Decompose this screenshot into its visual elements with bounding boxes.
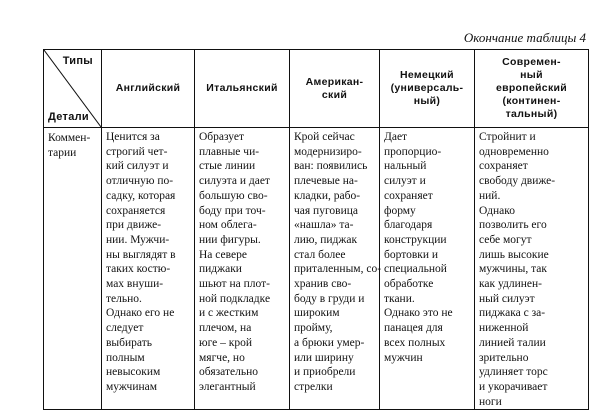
text-line: пиджака с за-	[479, 307, 546, 320]
text-line: обязательно	[199, 366, 258, 379]
text-line: лишь высокие	[479, 248, 549, 261]
text-line: приталенным, со-	[294, 263, 382, 276]
header-row	[44, 50, 589, 128]
text-line: боду при точ-	[199, 204, 266, 217]
text-line: широким	[294, 307, 340, 320]
text-line: плавные чи-	[199, 145, 260, 158]
col-header-german	[380, 50, 475, 128]
text-line: пиджаки	[199, 263, 242, 276]
text-line: Современ-	[502, 56, 561, 68]
text-line: пройму,	[294, 322, 333, 335]
text-line: Однако	[479, 204, 516, 217]
text-line: ский	[321, 88, 348, 101]
text-line: стал более	[294, 248, 346, 261]
text-line: европейский	[495, 82, 568, 94]
row-header-comments	[44, 128, 102, 410]
text-line: Английский	[115, 82, 181, 94]
text-line: ниженной	[479, 322, 529, 335]
text-line: лию, пиджак	[294, 233, 358, 246]
text-line: а брюки умер-	[294, 336, 365, 349]
text-line: полным	[106, 351, 145, 364]
text-line: мужчин	[384, 351, 423, 364]
text-line: Однако его не	[106, 307, 175, 320]
cell-american	[290, 128, 380, 410]
text-line: обработке	[384, 278, 434, 291]
text-line: тельно.	[106, 292, 142, 305]
text-line: конструкции	[384, 233, 447, 246]
text-line: тарии	[48, 146, 77, 159]
text-line: отличную по-	[106, 175, 174, 188]
text-line: силуэт и	[384, 175, 426, 188]
text-line: (континен-	[502, 95, 561, 107]
text-line: строгий чет-	[106, 145, 168, 158]
text-line: тальный)	[505, 108, 558, 120]
text-line: ноги	[479, 395, 502, 408]
comparison-table	[43, 49, 589, 410]
text-line: кладки, рабо-	[294, 189, 361, 202]
text-line: и приобрели	[294, 366, 356, 379]
text-line: Стройнит и	[479, 131, 536, 143]
text-line: Ценится за	[106, 131, 160, 143]
text-line: Образует	[199, 131, 245, 143]
text-line: Однако это не	[384, 307, 453, 320]
text-line: таких костю-	[106, 263, 171, 276]
text-line: модернизиро-	[294, 145, 362, 158]
text-line: зрительно	[479, 351, 529, 364]
text-line: ный силуэт	[479, 292, 535, 305]
text-line: нальный	[384, 160, 427, 173]
corner-details-label: Детали	[48, 111, 89, 123]
text-line: нии фигуры.	[199, 233, 261, 246]
text-line: или ширину	[294, 351, 354, 364]
text-line: Немецкий	[400, 69, 454, 81]
corner-types-label: Типы	[62, 55, 93, 67]
text-line: садку, которая	[106, 189, 176, 202]
text-line: мягче, но	[199, 351, 245, 364]
text-line: себе могут	[479, 233, 532, 246]
text-line: боду в груди и	[294, 292, 365, 305]
text-line: сохраняет	[384, 189, 433, 202]
text-line: нии. Мужчи-	[106, 233, 170, 246]
col-header-american	[290, 50, 380, 128]
text-line: ной подкладке	[199, 292, 271, 305]
text-line: и укорачивает	[479, 380, 548, 393]
text-line: линией талии	[479, 336, 546, 349]
cell-european	[475, 128, 589, 410]
text-line: мужчинам	[106, 380, 158, 393]
corner-cell	[44, 50, 102, 128]
col-header-italian	[195, 50, 290, 128]
text-line: кий силуэт и	[106, 160, 169, 173]
text-line: большую сво-	[199, 189, 268, 202]
text-line: сохраняет	[479, 160, 528, 173]
text-line: шьют на плот-	[199, 278, 270, 291]
text-line: удлиняет торс	[479, 366, 548, 379]
text-line: при движе-	[106, 219, 162, 232]
cell-english	[102, 128, 195, 410]
text-line: чая пуговица	[294, 204, 358, 217]
text-line: панацея для	[384, 322, 443, 335]
text-line: ткани.	[384, 292, 415, 305]
text-line: ний.	[479, 189, 501, 202]
text-line: Американ-	[305, 75, 364, 88]
text-line: специальной	[384, 263, 447, 276]
text-line: выбирать	[106, 336, 152, 349]
text-line: Итальянский	[206, 82, 278, 94]
text-line: На севере	[199, 248, 247, 261]
text-line: юге – крой	[199, 336, 253, 349]
text-line: плечевые на-	[294, 175, 358, 188]
text-line: невысоким	[106, 366, 161, 379]
text-line: (универсаль-	[390, 82, 464, 94]
text-line: Дает	[384, 131, 408, 143]
col-header-european	[475, 50, 589, 128]
text-line: позволить его	[479, 219, 547, 232]
text-line: хранив сво-	[294, 278, 352, 291]
text-line: ный	[520, 69, 543, 81]
text-line: плечом, на	[199, 322, 252, 335]
text-line: ном облега-	[199, 219, 257, 232]
cell-german	[380, 128, 475, 410]
text-line: стые линии	[199, 160, 256, 173]
text-line: ны выглядят в	[106, 248, 176, 261]
text-line: как удлинен-	[479, 278, 542, 291]
text-line: ван: появились	[294, 160, 368, 173]
text-line: благодаря	[384, 219, 433, 232]
text-line: свободу движе-	[479, 175, 556, 188]
text-line: силуэта и дает	[199, 175, 270, 188]
text-line: бортовки и	[384, 248, 439, 261]
text-line: элегантный	[199, 380, 256, 393]
text-line: одновременно	[479, 145, 549, 158]
text-line: ный)	[413, 95, 441, 107]
text-line: стрелки	[294, 380, 333, 393]
table-row	[44, 128, 589, 410]
text-line: сохраняется	[106, 204, 166, 217]
text-line: мах внуши-	[106, 278, 164, 291]
text-line: Коммен-	[48, 132, 91, 144]
text-line: пропорцио-	[384, 145, 442, 158]
table-caption: Окончание таблицы 4	[463, 30, 586, 45]
col-header-english	[102, 50, 195, 128]
text-line: всех полных	[384, 336, 446, 349]
text-line: и с жестким	[199, 307, 259, 320]
cell-italian	[195, 128, 290, 410]
text-line: форму	[384, 204, 416, 217]
text-line: следует	[106, 322, 144, 335]
text-line: мужчины, так	[479, 263, 547, 276]
text-line: Крой сейчас	[294, 131, 355, 143]
text-line: «нашла» та-	[294, 219, 354, 232]
